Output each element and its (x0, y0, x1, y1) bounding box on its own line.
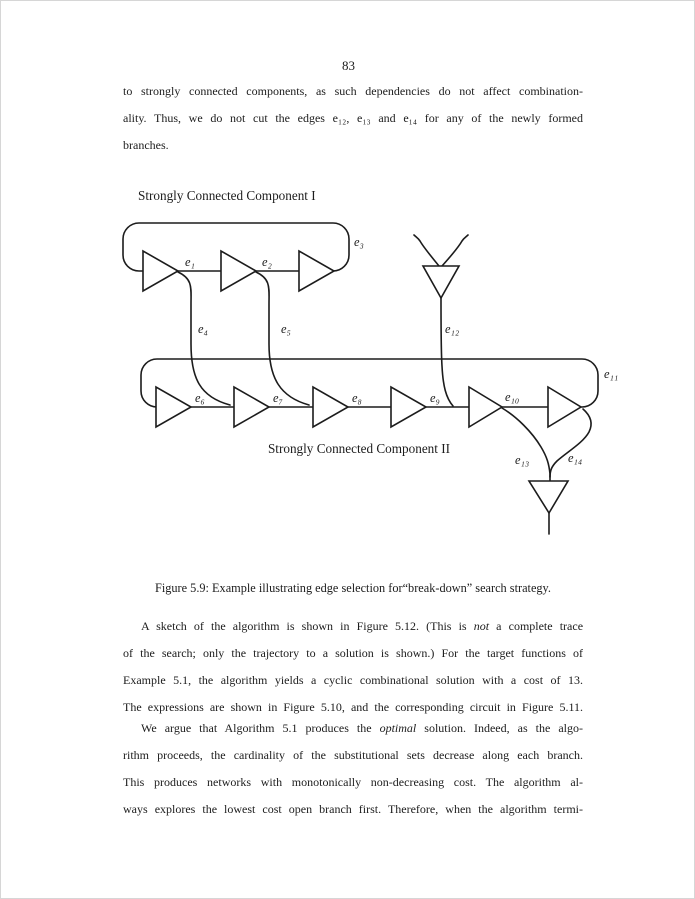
edge-label-e13: e₁₃ (515, 453, 530, 467)
input-wire-left (414, 235, 439, 266)
edge-e12-wire (441, 298, 453, 406)
paragraph-line (123, 715, 583, 742)
buffer-gate (156, 387, 191, 427)
paragraph-2 (123, 613, 583, 721)
buffer-gate (313, 387, 348, 427)
edge-label-e5: e₅ (281, 322, 291, 336)
edge-label-e9: e₉ (430, 391, 440, 405)
paragraph-line: branches. (123, 138, 169, 152)
paragraph-line: Example 5.1, the algorithm yields a cyclic combinational solution with a cost of 13. (123, 673, 583, 687)
text-run: We argue that Algorithm 5.1 produces the (141, 721, 372, 735)
paragraph-line: The expressions are shown in Figure 5.10, and the corresponding circuit in Figure 5.11. (123, 700, 583, 714)
paragraph-line: ways explores the lowest cost open branch first. Therefore, when the algorithm termi- (123, 802, 583, 816)
buffer-gate-down (529, 481, 568, 513)
edge-e4-wire (178, 272, 230, 405)
buffer-gate (143, 251, 178, 291)
text-run: A sketch of the algorithm is shown in Figure 5.12. (This is (141, 619, 467, 633)
edge-label-e6: e₆ (195, 391, 205, 405)
edge-label-e4: e₄ (198, 322, 208, 336)
paragraph-line: rithm proceeds, the cardinality of the substitutional sets decrease along each branch. (123, 748, 583, 762)
figure-caption: Figure 5.9: Example illustrating edge selection for“break-down” search strategy. (155, 581, 551, 595)
buffer-gate (391, 387, 426, 427)
paragraph-line: ality. Thus, we do not cut the edges e₁₂, e₁₃ and e₁₄ for any of the newly formed (123, 111, 583, 125)
paragraph-1 (123, 78, 583, 159)
figure-diagram (1, 186, 695, 566)
input-wire-right (442, 235, 468, 266)
scc1-label: Strongly Connected Component I (138, 188, 316, 203)
edge-label-e12: e₁₂ (445, 322, 460, 336)
paragraph-line: to strongly connected components, as such dependencies do not affect combination- (123, 84, 583, 98)
text-run: solution. Indeed, as the algo- (424, 721, 584, 735)
page-number: 83 (342, 58, 355, 73)
paragraph-line: of the search; only the trajectory to a solution is shown.) For the target functions of (123, 646, 583, 660)
edge-label-e11: e₁₁ (604, 367, 619, 381)
edge-label-e10: e₁₀ (505, 390, 520, 404)
paragraph-3 (123, 715, 583, 823)
scc2-label: Strongly Connected Component II (267, 441, 451, 456)
buffer-gate (299, 251, 334, 291)
italic-text: optimal (379, 721, 417, 735)
buffer-gate (221, 251, 256, 291)
buffer-gate (234, 387, 269, 427)
edge-label-e1: e₁ (185, 255, 195, 269)
paragraph-line: This produces networks with monotonically non-decreasing cost. The algorithm al- (123, 775, 583, 789)
edge-label-e2: e₂ (262, 255, 272, 269)
italic-text: not (473, 619, 490, 633)
edge-label-e3: e₃ (354, 235, 364, 249)
edge-e13-wire (502, 408, 550, 481)
paragraph-line (123, 613, 583, 640)
edge-label-e7: e₇ (273, 391, 283, 405)
scc2-feedback-loop (141, 359, 598, 407)
buffer-gate (469, 387, 502, 427)
text-run: a complete trace (496, 619, 584, 633)
edge-label-e14: e₁₄ (568, 451, 583, 465)
buffer-gate-down (423, 266, 459, 298)
figure (1, 186, 695, 566)
edge-label-e8: e₈ (352, 391, 362, 405)
edge-e5-wire (256, 272, 309, 405)
buffer-gate (548, 387, 581, 427)
